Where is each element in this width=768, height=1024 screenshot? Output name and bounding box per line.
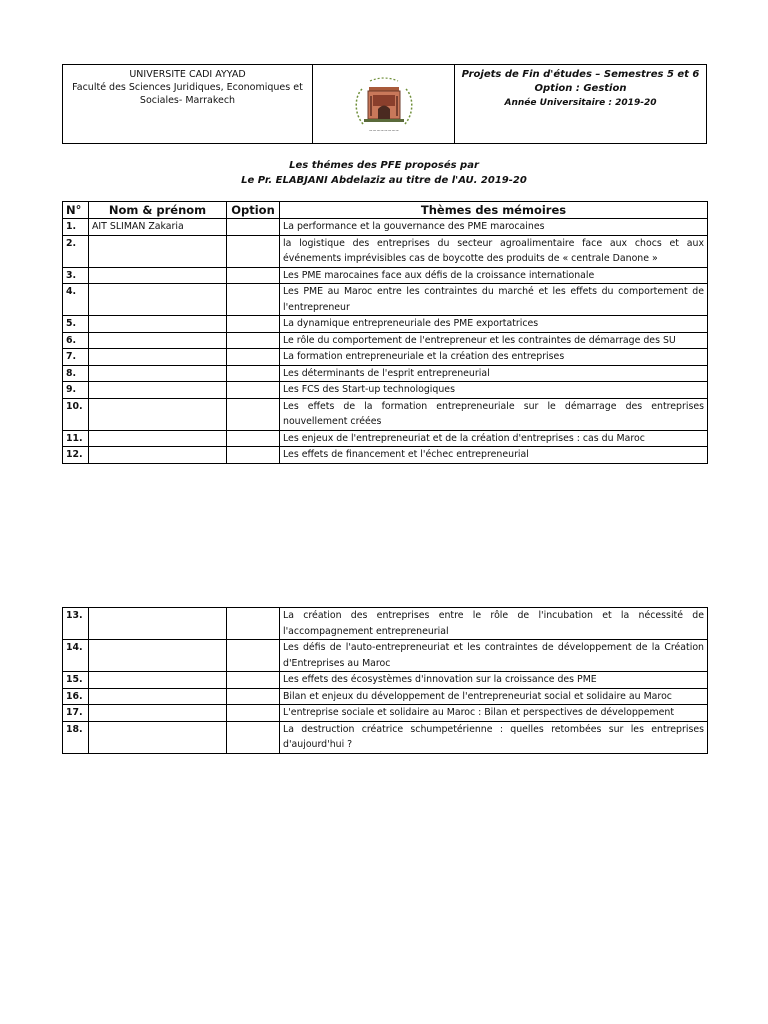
student-name xyxy=(89,316,227,333)
student-name xyxy=(89,398,227,430)
table-row xyxy=(63,235,708,267)
student-name xyxy=(89,267,227,284)
student-option xyxy=(227,365,280,382)
thesis-theme: Les FCS des Start-up technologiques xyxy=(280,382,708,399)
option-line: Option : Gestion xyxy=(534,83,627,94)
student-name xyxy=(89,721,227,753)
table-row xyxy=(63,284,708,316)
document-title-line-2: Le Pr. ELABJANI Abdelaziz au titre de l'AU. 2019-20 xyxy=(241,175,527,186)
row-number: 6. xyxy=(63,332,89,349)
student-name xyxy=(89,284,227,316)
row-number: 18. xyxy=(63,721,89,753)
thesis-theme: Les effets de financement et l'échec entrepreneurial xyxy=(280,447,708,464)
student-option xyxy=(227,721,280,753)
table-row xyxy=(63,688,708,705)
student-name xyxy=(89,349,227,366)
student-name xyxy=(89,332,227,349)
document-title-line-1: Les thémes des PFE proposés par xyxy=(289,160,479,171)
student-option xyxy=(227,398,280,430)
row-number: 4. xyxy=(63,284,89,316)
table-row xyxy=(63,705,708,722)
row-number: 5. xyxy=(63,316,89,333)
thesis-theme: L'entreprise sociale et solidaire au Maroc : Bilan et perspectives de développement xyxy=(280,705,708,722)
thesis-theme: Bilan et enjeux du développement de l'entrepreneuriat social et solidaire au Maroc xyxy=(280,688,708,705)
projects-line: Projets de Fin d'études – Semestres 5 et 6 xyxy=(461,69,700,80)
themes-table xyxy=(62,201,708,464)
thesis-theme: Les PME au Maroc entre les contraintes du marché et les effets du comportement de l'entrepreneur xyxy=(280,284,708,316)
thesis-theme: Les enjeux de l'entrepreneuriat et de la création d'entreprises : cas du Maroc xyxy=(280,430,708,447)
thesis-theme: La destruction créatrice schumpetérienne : quelles retombées sur les entreprises d'aujourd'hui ? xyxy=(280,721,708,753)
table-row xyxy=(63,430,708,447)
student-option xyxy=(227,608,280,640)
column-header-number: N° xyxy=(63,202,89,219)
row-number: 15. xyxy=(63,672,89,689)
thesis-theme: La formation entrepreneuriale et la création des entreprises xyxy=(280,349,708,366)
student-option xyxy=(227,447,280,464)
student-name xyxy=(89,640,227,672)
themes-table-continued xyxy=(62,607,708,754)
table-header-row xyxy=(63,202,708,219)
student-option xyxy=(227,284,280,316)
student-name xyxy=(89,608,227,640)
table-row xyxy=(63,349,708,366)
thesis-theme: Les effets des écosystèmes d'innovation sur la croissance des PME xyxy=(280,672,708,689)
table-row xyxy=(63,672,708,689)
table-row xyxy=(63,608,708,640)
row-number: 13. xyxy=(63,608,89,640)
thesis-theme: Les PME marocaines face aux défis de la croissance internationale xyxy=(280,267,708,284)
thesis-theme: Les effets de la formation entrepreneuriale sur le démarrage des entreprises nouvellement créées xyxy=(280,398,708,430)
thesis-theme: Le rôle du comportement de l'entrepreneur et les contraintes de démarrage des SU xyxy=(280,332,708,349)
student-option xyxy=(227,382,280,399)
student-option xyxy=(227,349,280,366)
row-number: 14. xyxy=(63,640,89,672)
table-row xyxy=(63,382,708,399)
student-option xyxy=(227,316,280,333)
student-name xyxy=(89,688,227,705)
thesis-theme: La performance et la gouvernance des PME marocaines xyxy=(280,219,708,236)
row-number: 10. xyxy=(63,398,89,430)
student-option xyxy=(227,430,280,447)
university-name: UNIVERSITE CADI AYYAD xyxy=(129,69,246,80)
row-number: 8. xyxy=(63,365,89,382)
table-row xyxy=(63,398,708,430)
logo-cell xyxy=(313,65,455,143)
table-row xyxy=(63,219,708,236)
student-option xyxy=(227,705,280,722)
table-row xyxy=(63,447,708,464)
program-cell xyxy=(455,65,706,143)
student-name xyxy=(89,447,227,464)
row-number: 1. xyxy=(63,219,89,236)
table-row xyxy=(63,721,708,753)
thesis-theme: Les déterminants de l'esprit entrepreneurial xyxy=(280,365,708,382)
document-header xyxy=(62,64,707,144)
faculty-line-1: Faculté des Sciences Juridiques, Economiques et xyxy=(72,82,303,93)
row-number: 9. xyxy=(63,382,89,399)
row-number: 2. xyxy=(63,235,89,267)
column-header-option: Option xyxy=(227,202,280,219)
row-number: 11. xyxy=(63,430,89,447)
row-number: 16. xyxy=(63,688,89,705)
table-row xyxy=(63,332,708,349)
student-option xyxy=(227,672,280,689)
student-name xyxy=(89,705,227,722)
student-option xyxy=(227,235,280,267)
student-option xyxy=(227,267,280,284)
table-row xyxy=(63,267,708,284)
table-row xyxy=(63,365,708,382)
thesis-theme: Les défis de l'auto-entrepreneuriat et les contraintes de développement de la Création d'Entreprises au Maroc xyxy=(280,640,708,672)
column-header-name: Nom & prénom xyxy=(89,202,227,219)
student-name xyxy=(89,235,227,267)
thesis-theme: la logistique des entreprises du secteur agroalimentaire face aux chocs et aux événements imprévisibles cas de boycotte des produits de « centrale Danone » xyxy=(280,235,708,267)
student-name: AIT SLIMAN Zakaria xyxy=(89,219,227,236)
row-number: 12. xyxy=(63,447,89,464)
column-header-theme: Thèmes des mémoires xyxy=(280,202,708,219)
student-name xyxy=(89,382,227,399)
row-number: 17. xyxy=(63,705,89,722)
student-option xyxy=(227,688,280,705)
svg-text:~~~~~~~~: ~~~~~~~~ xyxy=(368,129,399,134)
row-number: 3. xyxy=(63,267,89,284)
student-option xyxy=(227,219,280,236)
table-row xyxy=(63,640,708,672)
row-number: 7. xyxy=(63,349,89,366)
institution-cell xyxy=(63,65,313,143)
table-row xyxy=(63,316,708,333)
university-logo-icon xyxy=(348,71,420,137)
faculty-line-2: Sociales- Marrakech xyxy=(139,95,236,106)
student-option xyxy=(227,640,280,672)
academic-year-line: Année Universitaire : 2019-20 xyxy=(504,98,657,108)
student-name xyxy=(89,365,227,382)
student-name xyxy=(89,430,227,447)
thesis-theme: La création des entreprises entre le rôle de l'incubation et la nécessité de l'accompagnement entrepreneurial xyxy=(280,608,708,640)
student-name xyxy=(89,672,227,689)
thesis-theme: La dynamique entrepreneuriale des PME exportatrices xyxy=(280,316,708,333)
student-option xyxy=(227,332,280,349)
